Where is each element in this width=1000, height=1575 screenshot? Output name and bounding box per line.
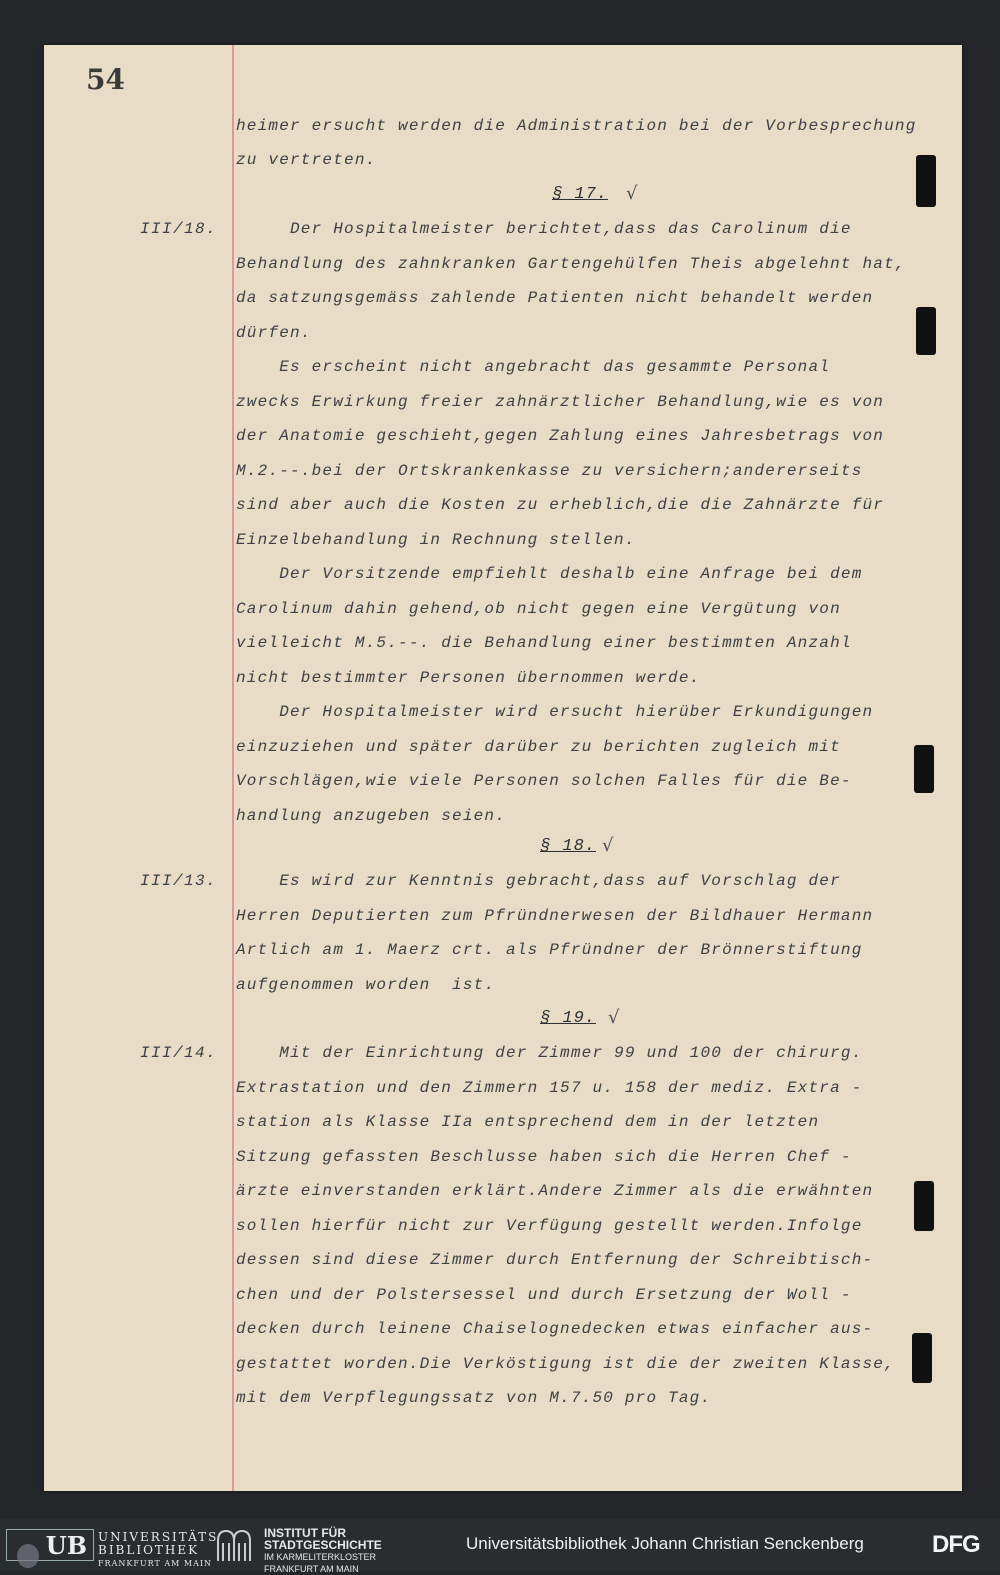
text-line: gestattet worden.Die Verköstigung ist die der zweiten Klasse,	[236, 1354, 895, 1373]
text-line: handlung anzugeben seien.	[236, 806, 507, 825]
inst-line: STADTGESCHICHTE	[264, 1538, 382, 1552]
text-line: heimer ersucht werden die Administration bei der Vorbesprechung	[236, 117, 917, 135]
ub-name	[98, 1531, 218, 1570]
inst-line: FRANKFURT AM MAIN	[264, 1564, 359, 1574]
text-line: zu vertreten.	[236, 151, 377, 169]
ub-logo	[6, 1529, 94, 1561]
text-line: station als Klasse IIa entsprechend dem in der letzten	[236, 1113, 820, 1131]
text-line: mit dem Verpflegungssatz von M.7.50 pro Tag.	[236, 1389, 712, 1407]
section-heading-18: § 18.	[540, 837, 597, 856]
section-heading-19: § 19.	[540, 1009, 597, 1028]
ub-line: UNIVERSITÄTS	[98, 1530, 219, 1544]
text-line: Vorschlägen,wie viele Personen solchen Falles für die Be-	[236, 772, 852, 790]
text-line: da satzungsgemäss zahlende Patienten nicht behandelt werden	[236, 289, 874, 307]
index-tab	[914, 1181, 934, 1231]
text-line: chen und der Polstersessel und durch Ersetzung der Woll -	[236, 1285, 852, 1304]
text-line: Der Hospitalmeister berichtet,dass das Carolinum die	[236, 220, 852, 238]
text-line: Der Vorsitzende empfiehlt deshalb eine Anfrage bei dem	[236, 565, 863, 583]
inst-line: INSTITUT FÜR	[264, 1526, 346, 1540]
ub-line: BIBLIOTHEK	[98, 1543, 200, 1557]
text-line: einzuziehen und später darüber zu berichten zugleich mit	[236, 737, 841, 756]
index-tab	[914, 745, 934, 793]
section-heading-17: § 17.	[552, 185, 609, 204]
index-tab	[916, 307, 936, 355]
text-line: M.2.--.bei der Ortskrankenkasse zu versichern;andererseits	[236, 461, 863, 480]
text-line: Extrastation und den Zimmern 157 u. 158 der mediz. Extra -	[236, 1078, 863, 1097]
check-mark-icon: √	[608, 1007, 620, 1028]
text-line: decken durch leinene Chaiselognedecken etwas einfacher aus-	[236, 1320, 874, 1338]
margin-reference: III/18.	[140, 220, 218, 238]
text-line: zwecks Erwirkung freier zahnärztlicher Behandlung,wie es von	[236, 392, 885, 411]
text-line: Es erscheint nicht angebracht das gesammte Personal	[236, 358, 831, 376]
text-line: vielleicht M.5.--. die Behandlung einer bestimmten Anzahl	[236, 634, 852, 652]
text-line: Es wird zur Kenntnis gebracht,dass auf Vorschlag der	[236, 872, 841, 890]
text-line: Der Hospitalmeister wird ersucht hierüber Erkundigungen	[236, 703, 874, 721]
text-line: nicht bestimmter Personen übernommen werde.	[236, 668, 701, 687]
index-tab	[912, 1333, 932, 1383]
ub-logo-text: UB	[45, 1531, 87, 1560]
text-line: sind aber auch die Kosten zu erheblich,die die Zahnärzte für	[236, 496, 885, 514]
text-line: Carolinum dahin gehend,ob nicht gegen eine Vergütung von	[236, 599, 841, 618]
text-line: dürfen.	[236, 323, 312, 342]
institute-name	[264, 1527, 382, 1575]
text-line: Einzelbehandlung in Rechnung stellen.	[236, 530, 636, 549]
inst-line: IM KARMELITERKLOSTER	[264, 1552, 377, 1562]
institute-logo-icon	[214, 1527, 254, 1563]
text-line: der Anatomie geschieht,gegen Zahlung eines Jahresbetrags von	[236, 427, 885, 445]
text-line: Artlich am 1. Maerz crt. als Pfründner der Brönnerstiftung	[236, 941, 863, 959]
ub-line: FRANKFURT AM MAIN	[98, 1559, 213, 1568]
document-page	[44, 45, 962, 1491]
margin-rule	[232, 45, 234, 1491]
check-mark-icon: √	[602, 835, 614, 856]
page-number: 54	[86, 63, 125, 96]
text-line: Behandlung des zahnkranken Gartengehülfen Theis abgelehnt hat,	[236, 254, 906, 273]
portrait-icon	[17, 1544, 39, 1568]
text-line: sollen hierfür nicht zur Verfügung gestellt werden.Infolge	[236, 1216, 863, 1235]
margin-reference: III/13.	[140, 872, 218, 890]
check-mark-icon: √	[626, 183, 638, 204]
text-line: dessen sind diese Zimmer durch Entfernung der Schreibtisch-	[236, 1251, 874, 1269]
text-line: aufgenommen worden ist.	[236, 975, 496, 994]
dfg-logo: DFG	[932, 1531, 980, 1558]
footer-bar	[0, 1519, 1000, 1574]
margin-reference: III/14.	[140, 1044, 218, 1062]
index-tab	[916, 155, 936, 207]
text-line: Mit der Einrichtung der Zimmer 99 und 100 der chirurg.	[236, 1044, 863, 1062]
text-line: Sitzung gefassten Beschlusse haben sich die Herren Chef -	[236, 1147, 852, 1166]
text-line: ärzte einverstanden erklärt.Andere Zimmer als die erwähnten	[236, 1182, 874, 1200]
text-line: Herren Deputierten zum Pfründnerwesen der Bildhauer Hermann	[236, 906, 874, 925]
library-title: Universitätsbibliothek Johann Christian Senckenberg	[466, 1534, 864, 1553]
